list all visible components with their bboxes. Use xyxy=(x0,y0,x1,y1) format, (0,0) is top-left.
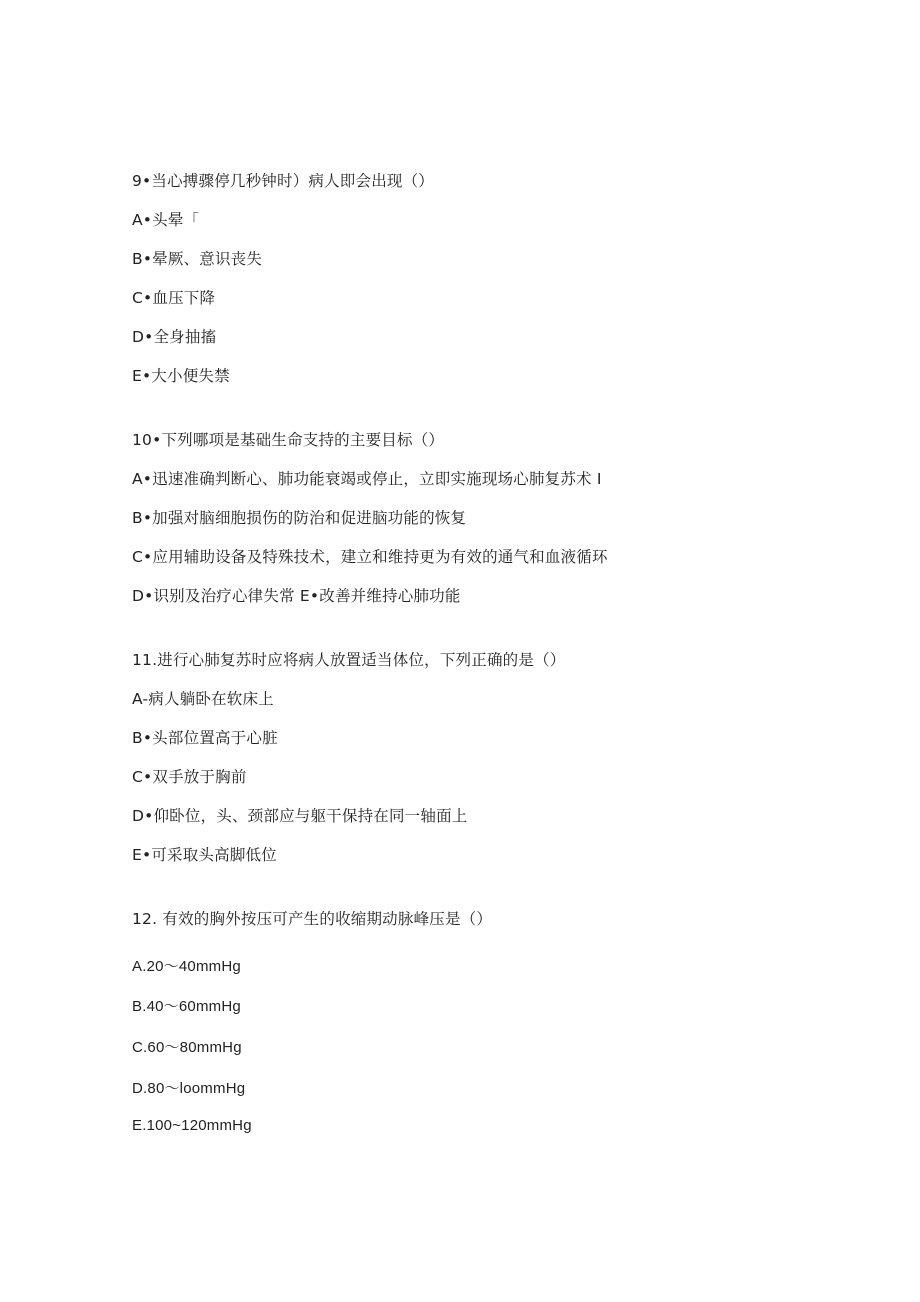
question-12-option-b: B.40～60mmHg xyxy=(132,998,241,1015)
question-11-option-c: C•双手放于胸前 xyxy=(132,768,247,786)
question-10-option-a: A•迅速准确判断心、肺功能衰竭或停止，立即实施现场心肺复苏术 I xyxy=(132,470,602,488)
question-12-option-c: C.60～80mmHg xyxy=(132,1039,242,1056)
question-9-option-d: D•全身抽搐 xyxy=(132,328,217,346)
question-9-option-b: B•晕厥、意识丧失 xyxy=(132,250,263,268)
question-9-stem: 9•当心搏骤停几秒钟时）病人即会出现（） xyxy=(132,172,435,190)
question-11-stem: 11.进行心肺复苏时应将病人放置适当体位，下列正确的是（） xyxy=(132,651,566,669)
question-12-option-d: D.80～loommHg xyxy=(132,1080,246,1097)
question-9-option-c: C•血压下降 xyxy=(132,289,216,307)
question-11-option-e: E•可采取头高脚低位 xyxy=(132,846,277,864)
question-10-option-c: C•应用辅助设备及特殊技术，建立和维持更为有效的通气和血液循环 xyxy=(132,548,608,566)
question-12-option-e: E.100~120mmHg xyxy=(132,1117,252,1134)
question-10-option-d-e: D•识别及治疗心律失常 E•改善并维持心肺功能 xyxy=(132,587,461,605)
question-12-stem: 12. 有效的胸外按压可产生的收缩期动脉峰压是（） xyxy=(132,910,493,928)
question-12-option-a: A.20～40mmHg xyxy=(132,958,241,975)
question-10-option-b: B•加强对脑细胞损伤的防治和促进脑功能的恢复 xyxy=(132,509,467,527)
question-11-option-d: D•仰卧位，头、颈部应与躯干保持在同一轴面上 xyxy=(132,807,468,825)
question-9-option-a: A•头晕「 xyxy=(132,211,200,229)
question-10-stem: 10•下列哪项是基础生命支持的主要目标（） xyxy=(132,431,445,449)
question-11-option-a: A-病人躺卧在软床上 xyxy=(132,690,274,708)
question-9-option-e: E•大小便失禁 xyxy=(132,367,230,385)
question-11-option-b: B•头部位置高于心脏 xyxy=(132,729,278,747)
